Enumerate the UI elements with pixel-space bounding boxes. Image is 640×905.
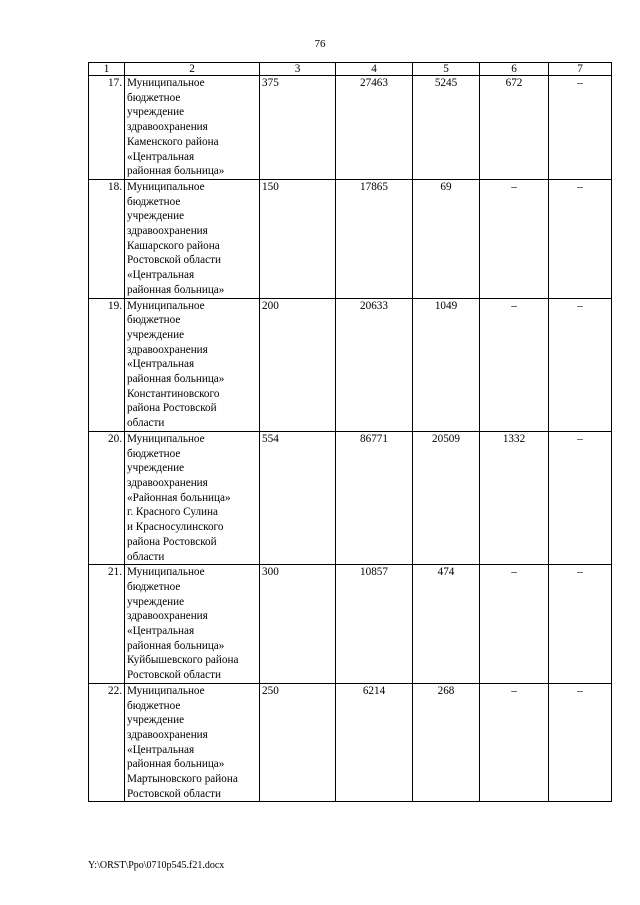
cell-col5: 1049 xyxy=(413,298,480,431)
name-line: районная больница» xyxy=(127,373,225,386)
cell-col4: 10857 xyxy=(336,565,413,684)
column-header: 4 xyxy=(336,63,413,76)
table-row xyxy=(89,76,612,180)
institution-name xyxy=(125,431,260,564)
name-line: районная больница» xyxy=(127,758,225,771)
cell-col7: – xyxy=(549,431,612,564)
name-line: Ростовской области xyxy=(127,669,221,682)
column-header: 7 xyxy=(549,63,612,76)
cell-col7: – xyxy=(549,179,612,298)
institution-name xyxy=(125,179,260,298)
table-row xyxy=(89,431,612,564)
column-header: 3 xyxy=(260,63,336,76)
footer-file-path: Y:\ORST\Ppo\0710p545.f21.docx xyxy=(88,860,225,871)
name-line: Муниципальное xyxy=(127,180,205,193)
name-line: Муниципальное xyxy=(127,77,205,89)
cell-col6: – xyxy=(480,565,549,684)
name-line: учреждение xyxy=(127,714,185,727)
cell-col7: – xyxy=(549,76,612,180)
name-line: области xyxy=(127,550,165,563)
name-line: области xyxy=(127,417,165,430)
cell-col4: 86771 xyxy=(336,431,413,564)
row-number: 21. xyxy=(89,565,125,684)
column-header: 2 xyxy=(125,63,260,76)
cell-col4: 27463 xyxy=(336,76,413,180)
name-line: бюджетное xyxy=(127,580,181,593)
name-line: здравоохранения xyxy=(127,728,208,741)
name-line: «Центральная xyxy=(127,358,195,371)
cell-col6: – xyxy=(480,179,549,298)
cell-col5: 20509 xyxy=(413,431,480,564)
name-line: г. Красного Сулина xyxy=(127,506,218,519)
cell-col3: 250 xyxy=(260,683,336,802)
name-line: бюджетное xyxy=(127,699,181,712)
institution-name xyxy=(125,298,260,431)
table-row xyxy=(89,298,612,431)
cell-col3: 200 xyxy=(260,298,336,431)
name-line: «Центральная xyxy=(127,625,195,638)
name-line: районная больница» xyxy=(127,283,225,296)
name-line: Ростовской области xyxy=(127,787,221,800)
name-line: «Районная больница» xyxy=(127,491,231,504)
name-line: «Центральная xyxy=(127,743,195,756)
cell-col5: 69 xyxy=(413,179,480,298)
cell-col5: 268 xyxy=(413,683,480,802)
institution-name xyxy=(125,683,260,802)
cell-col7: – xyxy=(549,565,612,684)
cell-col6: 1332 xyxy=(480,431,549,564)
table-row xyxy=(89,683,612,802)
row-number: 20. xyxy=(89,431,125,564)
name-line: здравоохранения xyxy=(127,121,208,134)
name-line: учреждение xyxy=(127,106,185,119)
cell-col6: – xyxy=(480,298,549,431)
name-line: Муниципальное xyxy=(127,684,205,697)
cell-col4: 17865 xyxy=(336,179,413,298)
name-line: и Красносулинского xyxy=(127,521,224,534)
institution-name xyxy=(125,76,260,180)
name-line: здравоохранения xyxy=(127,225,208,238)
row-number: 17. xyxy=(89,76,125,180)
page-number: 76 xyxy=(314,38,326,50)
name-line: района Ростовской xyxy=(127,402,217,415)
name-line: Константиновского xyxy=(127,387,220,400)
name-line: учреждение xyxy=(127,595,185,608)
cell-col4: 6214 xyxy=(336,683,413,802)
cell-col6: 672 xyxy=(480,76,549,180)
institution-name xyxy=(125,565,260,684)
name-line: бюджетное xyxy=(127,447,181,460)
cell-col3: 554 xyxy=(260,431,336,564)
name-line: здравоохранения xyxy=(127,343,208,356)
name-line: здравоохранения xyxy=(127,610,208,623)
cell-col7: – xyxy=(549,683,612,802)
name-line: Муниципальное xyxy=(127,566,205,579)
header-row xyxy=(89,63,612,76)
name-line: Муниципальное xyxy=(127,432,205,445)
name-line: учреждение xyxy=(127,210,185,223)
name-line: Муниципальное xyxy=(127,299,205,312)
name-line: районная больница» xyxy=(127,639,225,652)
name-line: Куйбышевского района xyxy=(127,654,239,667)
cell-col4: 20633 xyxy=(336,298,413,431)
cell-col6: – xyxy=(480,683,549,802)
name-line: учреждение xyxy=(127,462,185,475)
data-table xyxy=(88,62,612,802)
name-line: района Ростовской xyxy=(127,535,217,548)
name-line: бюджетное xyxy=(127,91,181,104)
column-header: 5 xyxy=(413,63,480,76)
name-line: Кашарского района xyxy=(127,239,220,252)
name-line: Ростовской области xyxy=(127,254,221,267)
column-header: 1 xyxy=(89,63,125,76)
cell-col3: 150 xyxy=(260,179,336,298)
name-line: «Центральная xyxy=(127,150,195,163)
column-header: 6 xyxy=(480,63,549,76)
name-line: здравоохранения xyxy=(127,476,208,489)
name-line: бюджетное xyxy=(127,314,181,327)
name-line: учреждение xyxy=(127,328,185,341)
name-line: районная больница» xyxy=(127,165,225,178)
row-number: 19. xyxy=(89,298,125,431)
table-row xyxy=(89,565,612,684)
name-line: бюджетное xyxy=(127,195,181,208)
cell-col3: 300 xyxy=(260,565,336,684)
name-line: Каменского района xyxy=(127,135,219,148)
cell-col5: 5245 xyxy=(413,76,480,180)
name-line: «Центральная xyxy=(127,269,195,282)
row-number: 18. xyxy=(89,179,125,298)
table-row xyxy=(89,179,612,298)
cell-col5: 474 xyxy=(413,565,480,684)
name-line: Мартыновского района xyxy=(127,773,238,786)
cell-col3: 375 xyxy=(260,76,336,180)
row-number: 22. xyxy=(89,683,125,802)
cell-col7: – xyxy=(549,298,612,431)
